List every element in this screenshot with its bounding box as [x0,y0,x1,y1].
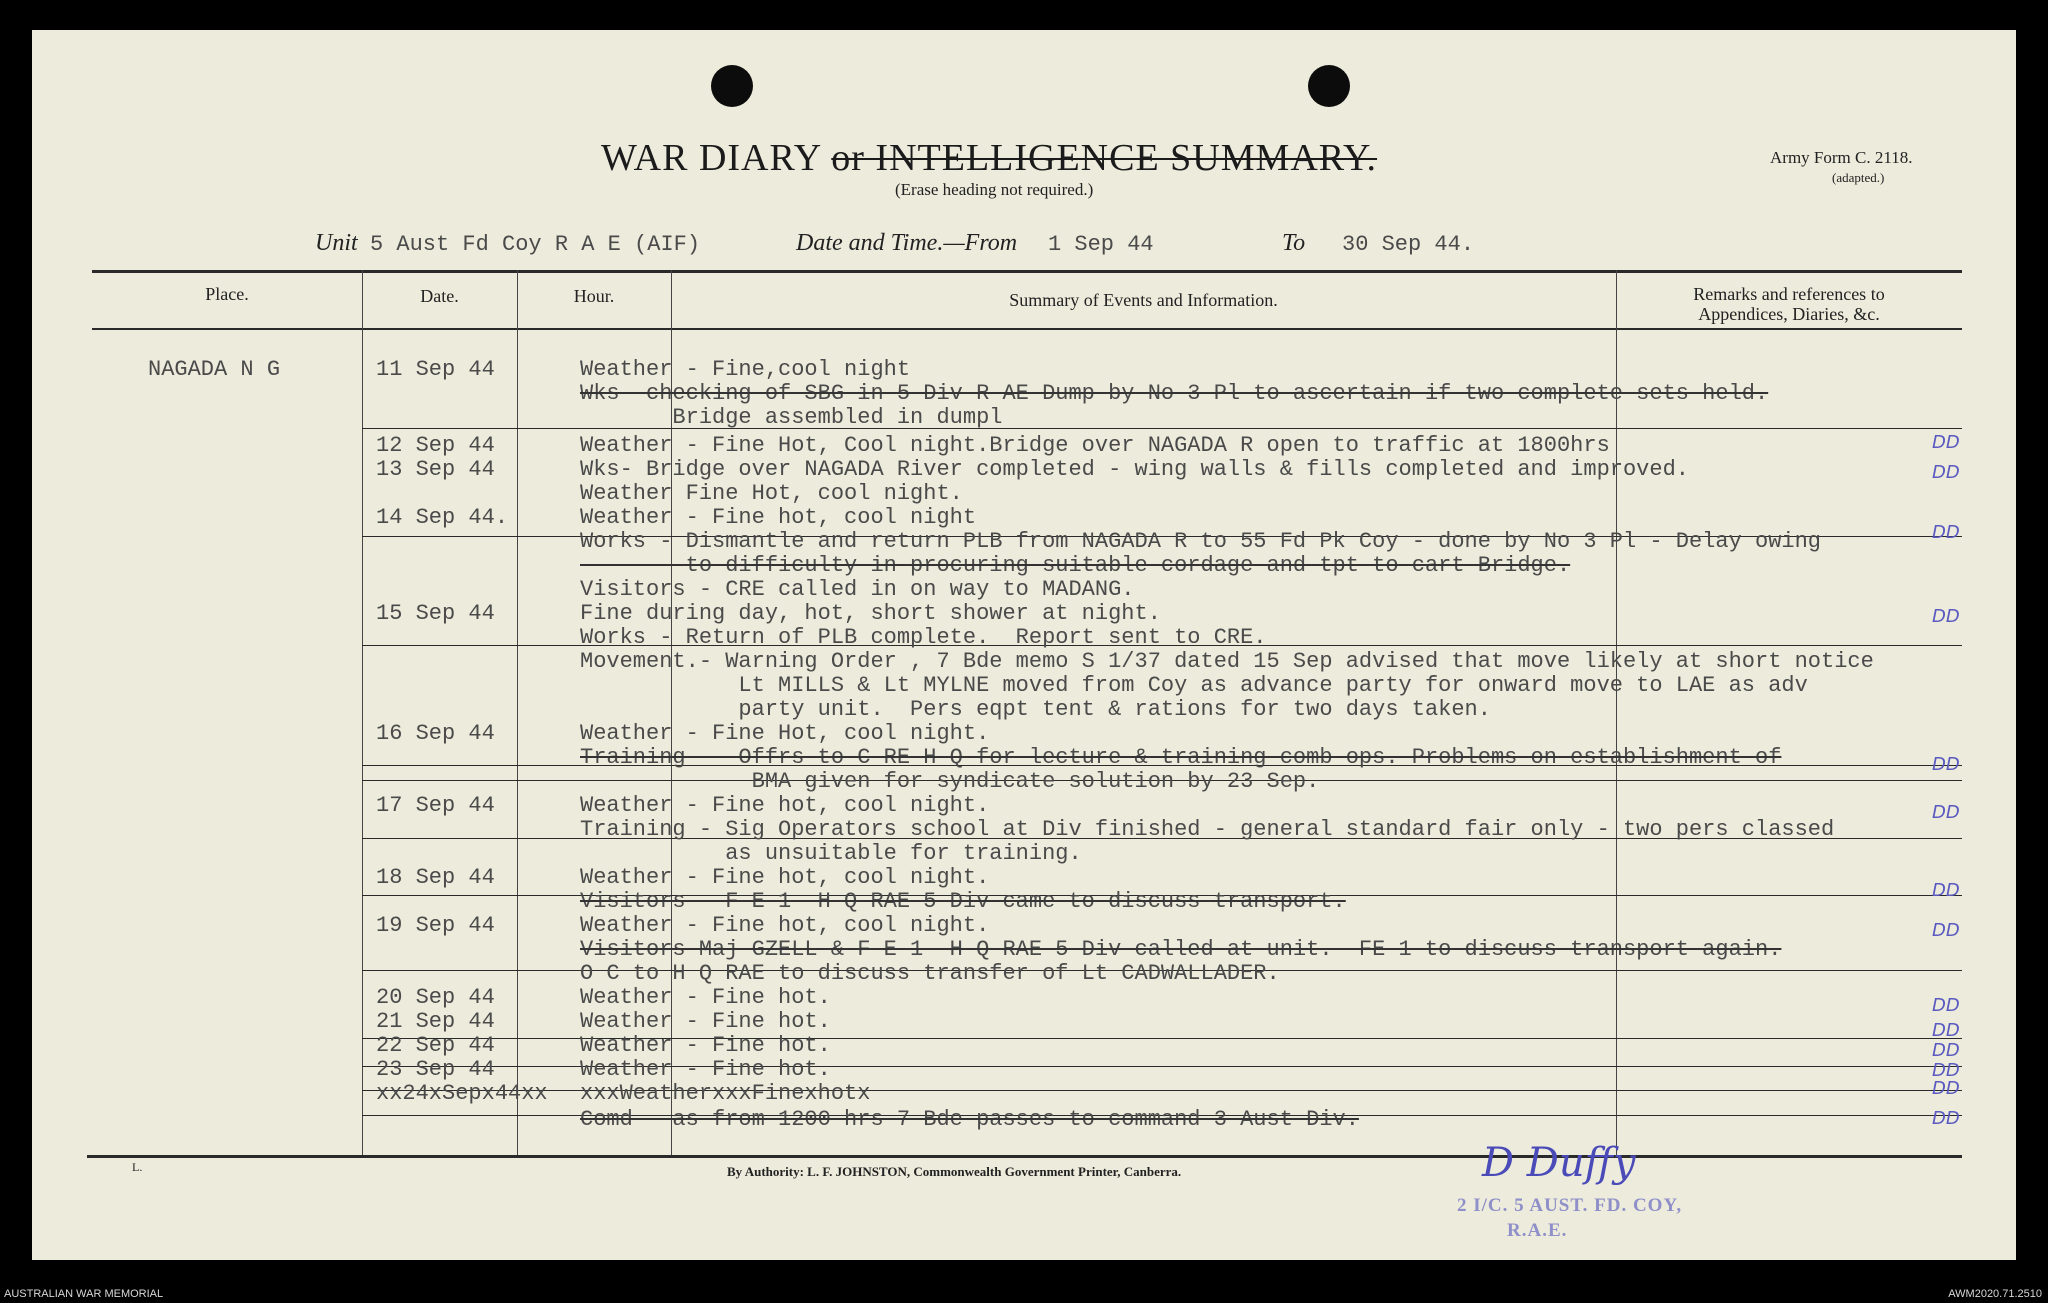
row-summary: Weather Fine Hot, cool night. [580,481,963,506]
row-date: 23 Sep 44 [376,1057,495,1082]
row-summary: Weather - Fine Hot, Cool night.Bridge over NAGADA R open to traffic at 1800hrs [580,433,1610,458]
row-summary: Weather - Fine hot. [580,985,831,1010]
row-date: 16 Sep 44 [376,721,495,746]
col-header-remarks-2: Appendices, Diaries, &c. [1698,304,1880,324]
date-to-label: To [1282,230,1306,256]
row-summary: Fine during day, hot, short shower at night. [580,601,1161,626]
row-summary: Weather - Fine hot. [580,1057,831,1082]
row-date: 22 Sep 44 [376,1033,495,1058]
col-header-date: Date. [420,286,459,306]
remarks-initial-mark: DD [1932,802,1960,823]
col-divider-date [517,270,518,1155]
row-summary: Weather - Fine hot, cool night. [580,913,990,938]
remarks-initial-mark: DD [1932,1078,1960,1099]
row-date: 12 Sep 44 [376,433,495,458]
row-summary: Weather - Fine hot, cool night. [580,865,990,890]
footer-right: AWM2020.71.2510 [1948,1288,2042,1300]
row-summary: to difficulty in procuring suitable cordage and tpt to cart Bridge. [580,553,1571,578]
row-summary: Training - Sig Operators school at Div finished - general standard fair only - two pers classed [580,817,1835,842]
row-summary: Weather - Fine,cool night [580,357,911,382]
row-summary: Weather - Fine Hot, cool night. [580,721,990,746]
date-to-value: 30 Sep 44. [1342,232,1475,257]
form-subtitle: (Erase heading not required.) [895,180,1094,199]
signature: D Duffy [1482,1140,1636,1186]
date-from-value: 1 Sep 44 [1048,232,1154,257]
row-summary: Visitors Maj GZELL & F E 1 H Q RAE 5 Div called at unit. FE 1 to discuss transport again. [580,937,1782,962]
unit-value: 5 Aust Fd Coy R A E (AIF) [370,232,701,257]
row-date: xx24xSepx44xx [376,1081,548,1106]
remarks-initial-mark: DD [1932,1040,1960,1061]
row-date: 11 Sep 44 [376,357,495,382]
remarks-initial-mark: DD [1932,1108,1960,1129]
place-entry: NAGADA N G [148,357,281,382]
row-date: 17 Sep 44 [376,793,495,818]
date-from-label: Date and Time.—From [796,230,1018,256]
remarks-initial-mark: DD [1932,462,1960,483]
header-bottom-rule [92,328,1962,330]
diary-sheet [32,30,2016,1260]
row-summary: Wks- checking of SBG in 5 Div R AE Dump by No 3 Pl to ascertain if two complete sets held. [580,381,1769,406]
row-summary: Weather - Fine hot, cool night [580,505,977,530]
row-summary: as unsuitable for training. [580,841,1082,866]
row-summary: Works - Dismantle and return PLB from NAGADA R to 55 Fd Pk Coy - done by No 3 Pl - Delay owing [580,529,1822,554]
remarks-initial-mark: DD [1932,920,1960,941]
remarks-initial-mark: DD [1932,1020,1960,1041]
row-summary: Movement.- Warning Order , 7 Bde memo S 1/37 dated 15 Sep advised that move likely at short notice [580,649,1874,674]
row-summary: Weather - Fine hot, cool night. [580,793,990,818]
punch-hole-right [1308,65,1350,107]
remarks-initial-mark: DD [1932,880,1960,901]
army-form-number: Army Form C. 2118. [1770,148,1913,167]
row-summary: Comd - as from 1200 hrs 7 Bde passes to command 3 Aust Div. [580,1107,1359,1132]
table-bottom-rule [87,1155,1962,1158]
title-main: WAR DIARY [601,137,821,179]
row-date: 19 Sep 44 [376,913,495,938]
row-summary: O C to H Q RAE to discuss transfer of Lt CADWALLADER. [580,961,1280,986]
unit-label: Unit [315,230,358,256]
unit-stamp-line2: R.A.E. [1507,1220,1568,1241]
row-summary: Bridge assembled in dumpl [580,405,1003,430]
col-header-remarks-1: Remarks and references to [1693,284,1885,304]
form-title [601,136,1377,180]
row-summary: Works - Return of PLB complete. Report sent to CRE. [580,625,1267,650]
remarks-initial-mark: DD [1932,522,1960,543]
row-summary: Wks- Bridge over NAGADA River completed - wing walls & fills completed and improved. [580,457,1689,482]
row-date: 14 Sep 44. [376,505,509,530]
footer-left: AUSTRALIAN WAR MEMORIAL [4,1288,164,1300]
unit-stamp-line1: 2 I/C. 5 AUST. FD. COY, [1457,1195,1683,1216]
remarks-initial-mark: DD [1932,432,1960,453]
col-divider-place [362,270,363,1155]
row-summary: Visitors - F E 1 H Q RAE 5 Div came to discuss transport. [580,889,1346,914]
col-header-summary: Summary of Events and Information. [1009,290,1278,310]
row-summary: Weather - Fine hot. [580,1009,831,1034]
form-letter: L. [132,1160,143,1174]
remarks-initial-mark: DD [1932,754,1960,775]
row-date: 21 Sep 44 [376,1009,495,1034]
row-date: 20 Sep 44 [376,985,495,1010]
row-summary: Weather - Fine hot. [580,1033,831,1058]
table-top-rule [92,270,1962,273]
remarks-initial-mark: DD [1932,1060,1960,1081]
col-header-hour: Hour. [573,286,615,306]
row-date: 18 Sep 44 [376,865,495,890]
printer-authority: By Authority: L. F. JOHNSTON, Commonwealth Government Printer, Canberra. [727,1164,1182,1179]
remarks-initial-mark: DD [1932,995,1960,1016]
row-date: 15 Sep 44 [376,601,495,626]
punch-hole-left [711,65,753,107]
row-summary: Lt MILLS & Lt MYLNE moved from Coy as advance party for onward move to LAE as adv [580,673,1808,698]
adapted-note: (adapted.) [1832,170,1885,185]
row-summary: xxxWeatherxxxFinexhotx [580,1081,871,1106]
row-summary: Training - Offrs to C RE H Q for lecture & training comb ops. Problems on establishment of [580,745,1782,770]
row-summary: BMA given for syndicate solution by 23 Sep. [580,769,1320,794]
remarks-initial-mark: DD [1932,606,1960,627]
title-struck: or INTELLIGENCE SUMMARY. [831,137,1378,179]
row-summary: party unit. Pers eqpt tent & rations for two days taken. [580,697,1491,722]
col-header-place: Place. [205,284,249,304]
row-date: 13 Sep 44 [376,457,495,482]
row-summary: Visitors - CRE called in on way to MADANG. [580,577,1135,602]
